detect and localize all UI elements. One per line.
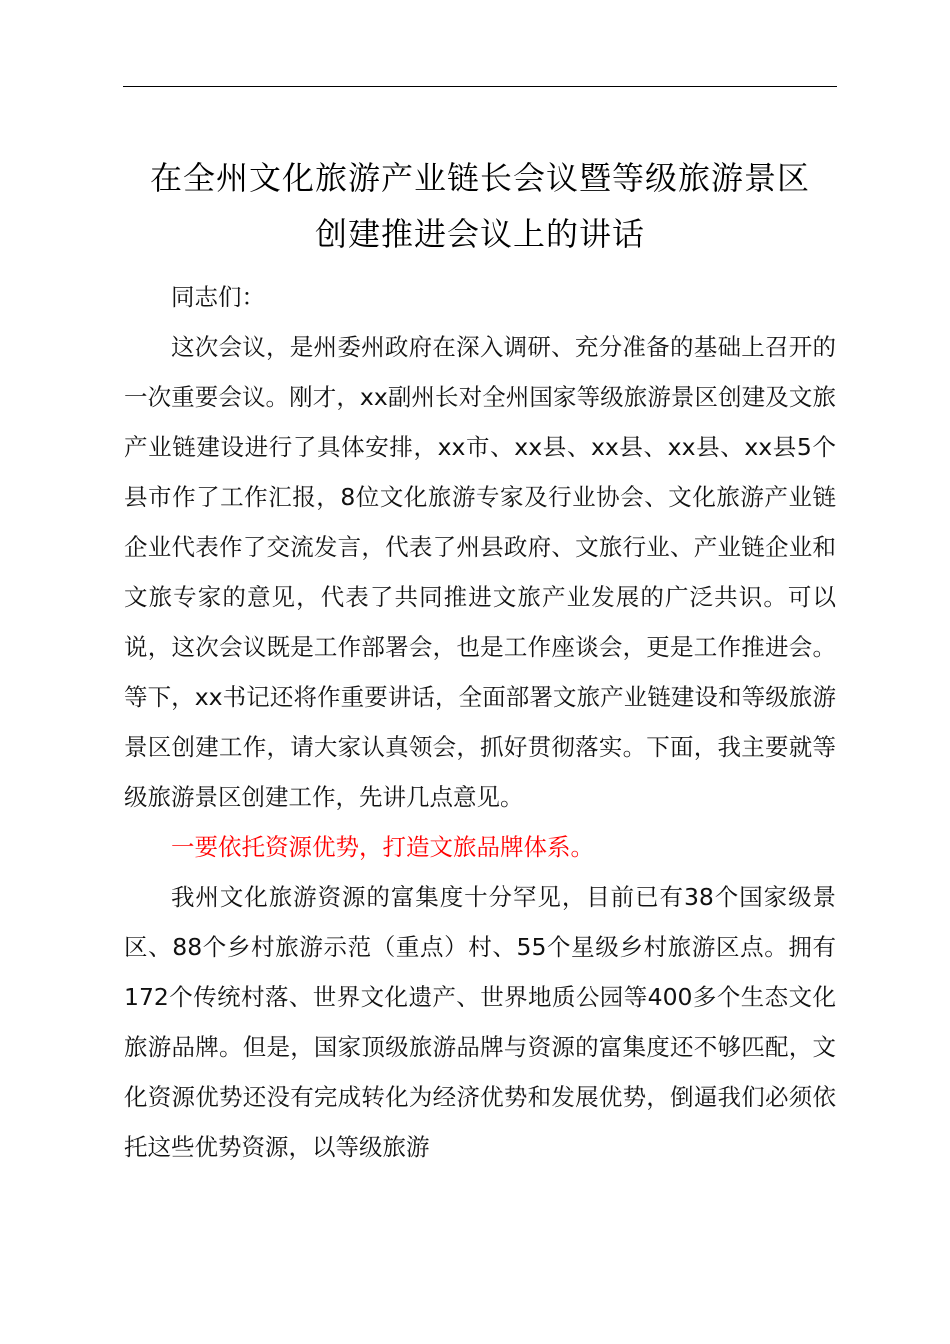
intro-paragraph: 这次会议，是州委州政府在深入调研、充分准备的基础上召开的一次重要会议。刚才，xx副州长对全州国家等级旅游景区创建及文旅产业链建设进行了具体安排，xx市、xx县、xx县、xx县、xx县5个县市作了工作汇报，8位文化旅游专家及行业协会、文化旅游产业链企业代表作了交流发言，代表了州县政府、文旅行业、产业链企业和文旅专家的意见，代表了共同推进文旅产业发展的广泛共识。可以说，这次会议既是工作部署会，也是工作座谈会，更是工作推进会。等下，xx书记还将作重要讲话，全面部署文旅产业链建设和等级旅游景区创建工作，请大家认真领会，抓好贯彻落实。下面，我主要就等级旅游景区创建工作，先讲几点意见。 (124, 333, 836, 811)
salutation: 同志们： (171, 283, 265, 311)
header-rule (123, 86, 837, 87)
document-title (100, 150, 860, 262)
title-line-1: 在全州文化旅游产业链长会议暨等级旅游景区 (149, 159, 810, 197)
document-body (124, 272, 836, 1172)
title-line-2: 创建推进会议上的讲话 (314, 215, 645, 253)
section-heading: 一要依托资源优势，打造文旅品牌体系。 (171, 833, 594, 861)
section-paragraph: 我州文化旅游资源的富集度十分罕见，目前已有38个国家级景区、88个乡村旅游示范（重点）村、55个星级乡村旅游区点。拥有172个传统村落、世界文化遗产、世界地质公园等400多个生态文化旅游品牌。但是，国家顶级旅游品牌与资源的富集度还不够匹配，文化资源优势还没有完成转化为经济优势和发展优势，倒逼我们必须依托这些优势资源，以等级旅游 (124, 883, 836, 1161)
